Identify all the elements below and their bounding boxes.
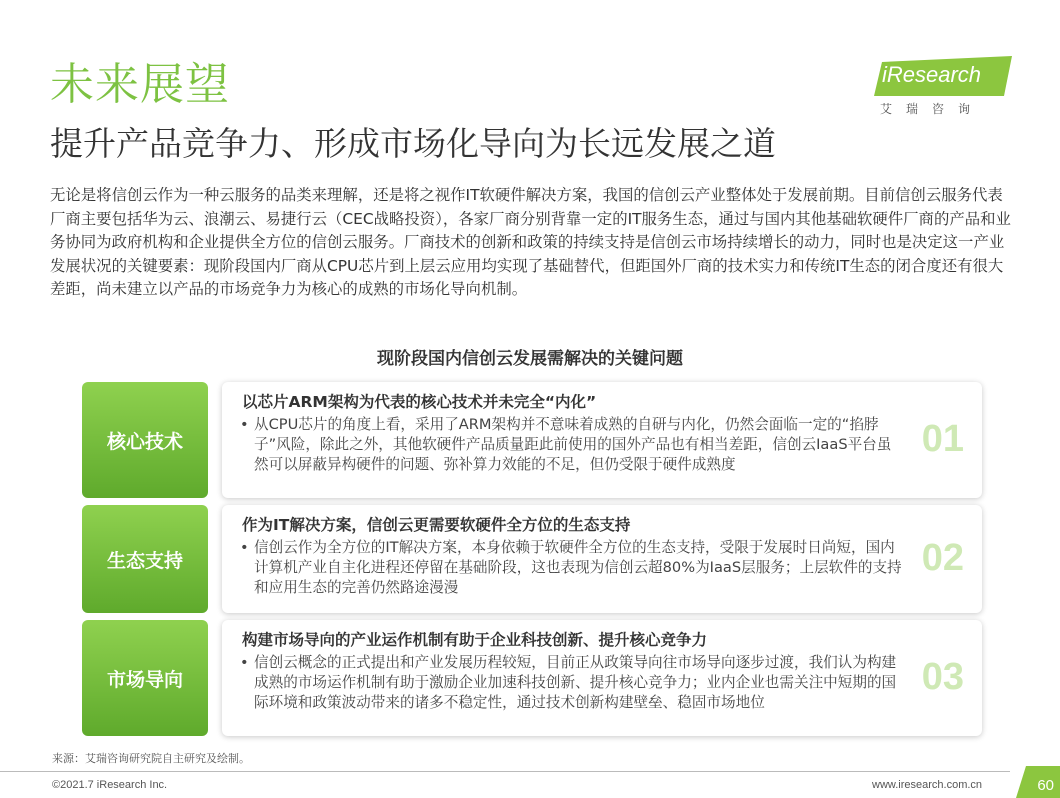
issue-card [222, 620, 982, 736]
source-note: 来源：艾瑞咨询研究院自主研究及绘制。 [52, 752, 250, 765]
issue-heading: 构建市场导向的产业运作机制有助于企业科技创新、提升核心竞争力 [242, 631, 708, 649]
badge-core-tech: 核心技术 [82, 382, 208, 498]
copyright-text: ©2021.7 iResearch Inc. [52, 779, 168, 791]
issue-text: 从CPU芯片的角度上看，采用了ARM架构并不意味着成熟的自研与内化，仍然会面临一定的“掐脖子”风险，除此之外，其他软硬件产品质量距此前使用的国外产品也有相当差距，信创云IaaS平台虽然可以屏蔽异构硬件的问题、弥补算力效能的不足，但仍受限于硬件成熟度 [254, 416, 892, 473]
bullet-icon: • [240, 654, 249, 671]
website-link[interactable]: www.iresearch.com.cn [872, 779, 983, 791]
issue-body [240, 653, 905, 712]
footer-divider [0, 771, 1010, 772]
issue-number: 02 [921, 537, 964, 579]
logo-cn-text: 艾瑞咨询 [880, 102, 985, 116]
issue-number: 01 [921, 418, 964, 460]
issue-body [240, 415, 905, 474]
page-number-tab [1016, 766, 1060, 798]
issue-heading: 以芯片ARM架构为代表的核心技术并未完全“内化” [242, 393, 597, 411]
badge-market: 市场导向 [82, 620, 208, 736]
page-title: 未来展望 [50, 59, 230, 110]
badge-ecosystem: 生态支持 [82, 505, 208, 613]
section-title: 现阶段国内信创云发展需解决的关键问题 [377, 349, 683, 369]
issue-card [222, 505, 982, 613]
issue-row-ecosystem [82, 505, 982, 613]
issue-card [222, 382, 982, 498]
issue-heading: 作为IT解决方案，信创云更需要软硬件全方位的生态支持 [242, 516, 631, 534]
iresearch-logo [874, 56, 1014, 120]
page-subtitle: 提升产品竞争力、形成市场化导向为长远发展之道 [50, 124, 776, 163]
logo-text: iResearch [882, 62, 982, 87]
issue-body [240, 538, 905, 597]
intro-paragraph: 无论是将信创云作为一种云服务的品类来理解，还是将之视作IT软硬件解决方案，我国的信创云产业整体处于发展前期。目前信创云服务代表厂商主要包括华为云、浪潮云、易捷行云（CEC战略投资），各家厂商分别背靠一定的IT服务生态，通过与国内其他基础软硬件厂商的产品和业务协同为政府机构和企业提供全方位的信创云服务。厂商技术的创新和政策的持续支持是信创云市场持续增长的动力，同时也是决定这一产业发展状况的关键要素：现阶段国内厂商从CPU芯片到上层云应用均实现了基础替代，但距国外厂商的技术实力和传统IT生态的闭合度还有很大差距，尚未建立以产品的市场竞争力为核心的成熟的市场化导向机制。 [50, 186, 1011, 299]
issue-text: 信创云概念的正式提出和产业发展历程较短，目前正从政策导向往市场导向逐步过渡，我们认为构建成熟的市场运作机制有助于激励企业加速科技创新、提升核心竞争力；业内企业也需关注中短期的国际环境和政策波动带来的诸多不稳定性，通过技术创新构建壁垒、稳固市场地位 [254, 654, 897, 711]
issue-row-market [82, 620, 982, 736]
bullet-icon: • [240, 416, 249, 433]
issue-text: 信创云作为全方位的IT解决方案，本身依赖于软硬件全方位的生态支持，受限于发展时日尚短，国内计算机产业自主化进程还停留在基础阶段，这也表现为信创云超80%为IaaS层服务；上层软件的支持和应用生态的完善仍然路途漫漫 [254, 539, 902, 596]
issue-number: 03 [921, 656, 964, 698]
page-number: 60 [1037, 777, 1054, 794]
issue-row-core-tech [82, 382, 982, 498]
bullet-icon: • [240, 539, 249, 556]
